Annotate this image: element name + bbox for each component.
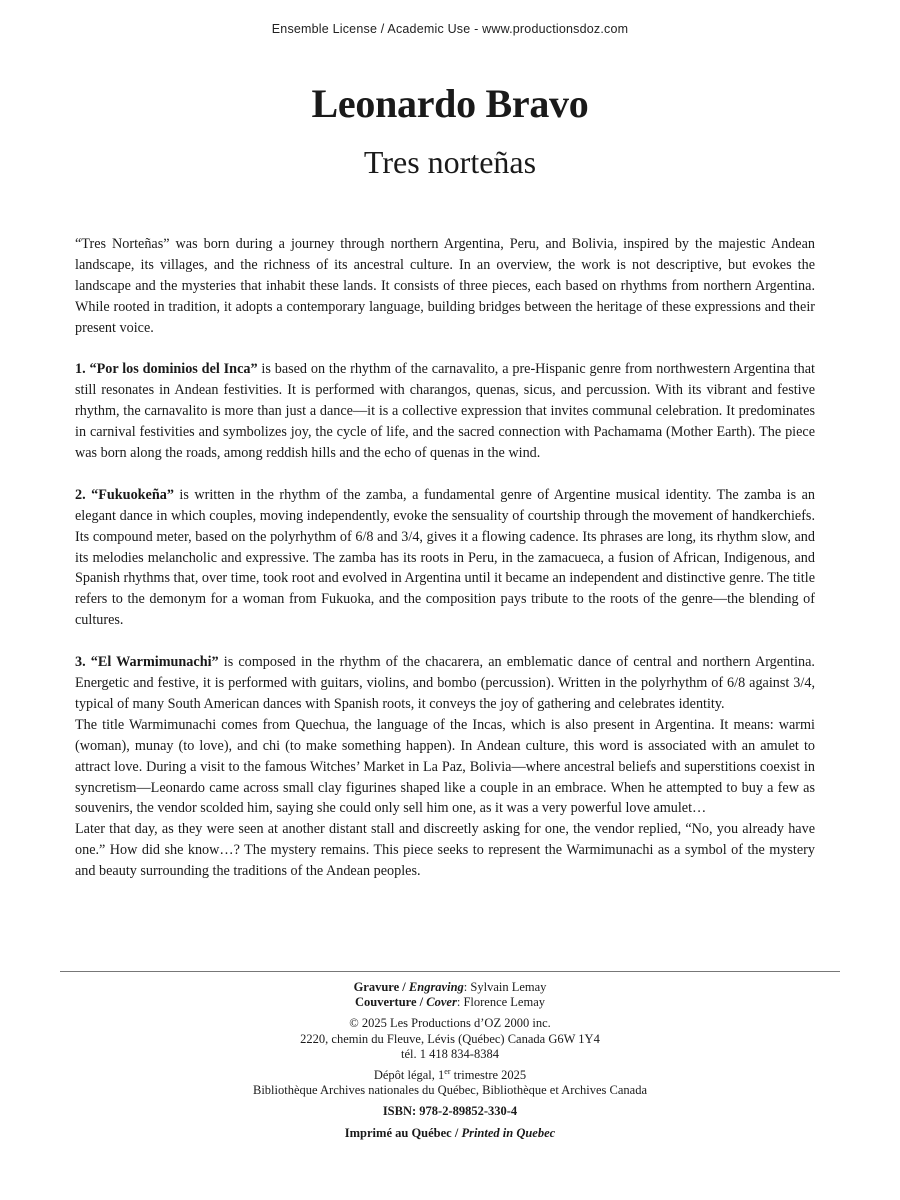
- piece-3-text: is composed in the rhythm of the chacarera, an emblematic dance of central and northern Argentina. Energetic and festive, it is performed with guitars, violins, and bombo (percussion). Written in the polyrhythm of 6/8 against 3/4, typical of many South American dances with Spanish roots, it conveys the joy of gathering and celebrates identity.: [75, 654, 815, 712]
- intro-paragraph: “Tres Norteñas” was born during a journey through northern Argentina, Peru, and Bolivia, inspired by the majestic Andean landscape, its villages, and the richness of its ancestral culture. In an overview, the work is not descriptive, but evokes the landscape and the mysteries that inhabit these lands. It consists of three pieces, each based on rhythms from northern Argentina. While rooted in tradition, it adopts a contemporary language, building bridges between the heritage of these expressions and their present voice.: [75, 236, 815, 336]
- license-header: Ensemble License / Academic Use - www.productionsdoz.com: [271, 22, 629, 36]
- cover-label-fr: Couverture /: [354, 995, 424, 1010]
- libraries-line: Bibliothèque Archives nationales du Québec, Bibliothèque et Archives Canada: [253, 1083, 647, 1098]
- piece-3-paragraph: [75, 652, 815, 715]
- engraving-credit: [0, 980, 900, 995]
- piece-2-heading: 2. “Fukuokeña”: [75, 486, 174, 503]
- printed-label-fr: Imprimé au Québec /: [344, 1125, 459, 1140]
- legal-deposit: [0, 1068, 900, 1083]
- copyright-line: © 2025 Les Productions d’OZ 2000 inc.: [349, 1016, 551, 1031]
- legal-deposit-prefix: Dépôt légal, 1: [373, 1068, 445, 1083]
- cover-label-en: Cover: [426, 995, 457, 1010]
- engraving-name: : Sylvain Lemay: [463, 980, 547, 994]
- work-title: Tres norteñas: [363, 144, 537, 180]
- piece-3-story-paragraph: The title Warmimunachi comes from Quechua, the language of the Incas, which is also present in Argentina. It means: warmi (woman), munay (to love), and chi (to make something happen). In Andean culture, this word is associated with an amulet to attract love. During a visit to the famous Witches’ Market in La Paz, Bolivia—where ancestral beliefs and superstitions coexist in syncretism—Leonardo came across small clay figurines shaped like a couple in an embrace. When he attempted to buy a few as souvenirs, the vendor scolded him, saying she could only sell him one, as it was a very powerful love amulet…: [75, 716, 815, 817]
- publisher-address: 2220, chemin du Fleuve, Lévis (Québec) Canada G6W 1Y4: [300, 1031, 600, 1046]
- composer-name: Leonardo Bravo: [311, 81, 589, 126]
- publisher-phone: tél. 1 418 834-8384: [401, 1046, 499, 1061]
- cover-name: : Florence Lemay: [456, 995, 546, 1010]
- piece-2-paragraph: [75, 485, 815, 631]
- printed-label-en: Printed in Quebec: [461, 1125, 556, 1140]
- cover-credit: [0, 995, 900, 1010]
- piece-1-paragraph: [75, 359, 815, 464]
- legal-deposit-suffix: trimestre 2025: [450, 1068, 527, 1083]
- engraving-label-en: Engraving: [408, 980, 464, 994]
- printed-line: [0, 1126, 900, 1141]
- credits-block: [0, 980, 900, 1141]
- program-notes: [75, 234, 815, 882]
- isbn-text: ISBN: 978-2-89852-330-4: [382, 1104, 518, 1119]
- piece-2-text: is written in the rhythm of the zamba, a fundamental genre of Argentine musical identity. The zamba is an elegant dance in which couples, moving independently, evoke the sensuality of courtship through the movement of handkerchiefs. Its compound meter, based on the polyrhythm of 6/8 and 3/4, gives it a flowing cadence. Its phrases are long, its rhythm slow, and its melodies melancholic and expressive. The zamba has its roots in Peru, in the zamacueca, a fusion of African, Indigenous, and Spanish rhythms that, over time, took root and evolved in Argentina until it became an independent and distinctive genre. The title refers to the demonym for a woman from Fukuoka, and the composition pays tribute to the roots of the genre—the blending of cultures.: [75, 486, 816, 629]
- footer-divider: [60, 971, 840, 972]
- isbn-line: [0, 1104, 900, 1119]
- piece-1-heading: 1. “Por los dominios del Inca”: [75, 361, 258, 378]
- piece-1-text: is based on the rhythm of the carnavalito, a pre-Hispanic genre from northwestern Argentina that still resonates in Andean festivities. It is performed with charangos, quenas, sicus, and percussion. With its vibrant and festive rhythm, the carnavalito is more than just a dance—it is a collective expression that invites communal celebration. It predominates in carnival festivities and symbolizes joy, the cycle of life, and the sacred connection with Pachamama (Mother Earth). The piece was born along the roads, among reddish hills and the echo of quenas in the wind.: [75, 361, 815, 462]
- engraving-label-fr: Gravure /: [353, 980, 406, 994]
- piece-3-heading: 3. “El Warmimunachi”: [75, 654, 219, 671]
- piece-3-closing-paragraph: Later that day, as they were seen at another distant stall and discreetly asking for one, the vendor replied, “No, you already have one.” How did she know…? The mystery remains. This piece seeks to represent the Warmimunachi as a symbol of the mystery and beauty surrounding the traditions of the Andean peoples.: [75, 821, 815, 880]
- legal-deposit-sup: er: [444, 1066, 451, 1076]
